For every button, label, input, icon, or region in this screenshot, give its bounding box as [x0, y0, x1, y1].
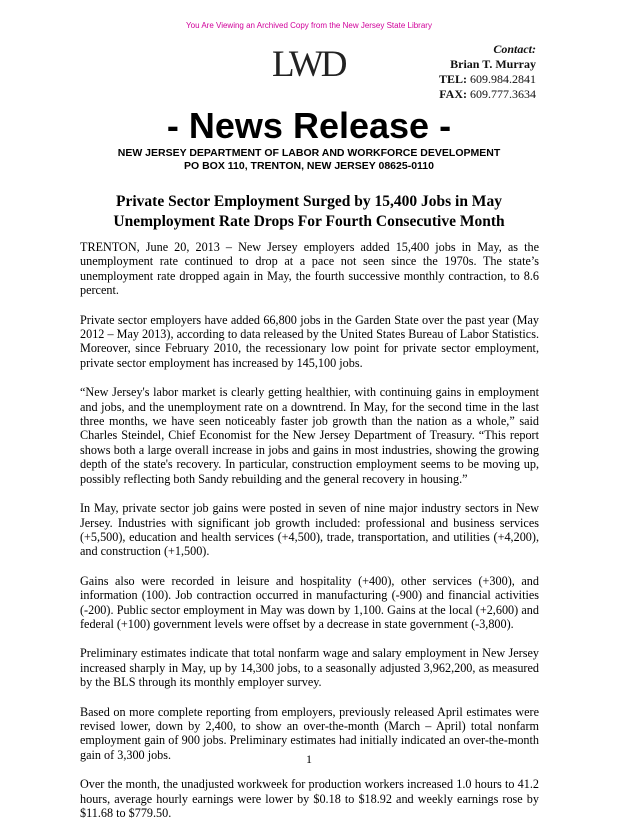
tel-label: TEL: — [438, 72, 467, 86]
paragraph: In May, private sector job gains were posted in seven of nine major industry sectors in New Jersey. Industries with significant job growth included: professional and business services (+5,500), education and health services (+4,500), trade, transportation, and utilities (+4,200), and construction (+1,500). — [80, 501, 539, 559]
paragraph: Based on more complete reporting from employers, previously released April estimates were revised lower, down by 2,400, to show an over-the-month (March – April) total nonfarm employment gain of 900 jobs. Preliminary estimates had initially indicated an over-the-month gain of 3,300 jobs. — [80, 704, 539, 762]
news-release-heading: - News Release - — [166, 105, 452, 146]
release-body — [80, 240, 539, 835]
release-title — [0, 192, 618, 232]
lwd-logo: LWD — [272, 44, 345, 85]
contact-tel — [439, 72, 536, 87]
fax-label: FAX: — [439, 87, 467, 101]
contact-heading: Contact: — [493, 42, 536, 56]
contact-fax — [439, 87, 536, 102]
archive-banner[interactable]: You Are Viewing an Archived Copy from the New Jersey State Library — [186, 21, 432, 30]
contact-block — [439, 42, 536, 102]
department-po-box: PO BOX 110, TRENTON, NEW JERSEY 08625-0110 — [184, 160, 434, 172]
paragraph: Private sector employers have added 66,800 jobs in the Garden State over the past year (May 2012 – May 2013), according to data released by the United States Bureau of Labor Statistics. Moreover, since February 2010, the recessionary low point for private sector employment, private sector employment has increased by 145,100 jobs. — [80, 312, 539, 370]
contact-name: Brian T. Murray — [450, 57, 536, 71]
tel-number: 609.984.2841 — [470, 72, 536, 86]
paragraph: Over the month, the unadjusted workweek for production workers increased 1.0 hours to 41.2 hours, average hourly earnings were lower by $0.18 to $18.92 and weekly earnings rose by $11.68 to $779.50. — [80, 777, 539, 820]
paragraph: Gains also were recorded in leisure and hospitality (+400), other services (+300), and information (100). Job contraction occurred in manufacturing (-900) and financial activities (-200). Public sector employment in May was down by 1,100. Gains at the local (+2,600) and federal (+100) government levels were offset by a decrease in state government (-3,800). — [80, 573, 539, 631]
paragraph: TRENTON, June 20, 2013 – New Jersey employers added 15,400 jobs in May, as the unemployment rate continued to drop at a pace not seen since the 1970s. The state’s unemployment rate dropped again in May, the fourth successive monthly contraction, to 8.6 percent. — [80, 240, 539, 298]
page-number: 1 — [306, 752, 312, 766]
fax-number: 609.777.3634 — [470, 87, 536, 101]
paragraph: “New Jersey's labor market is clearly getting healthier, with continuing gains in employment and jobs, and the unemployment rate on a downtrend. In May, for the second time in the last three months, we have seen noticeably faster job growth than the nation as a whole,” said Charles Steindel, Chief Economist for the New Jersey Department of Treasury. “This report shows both a large overall increase in jobs and gains in most industries, showing the growing depth of the state's recovery. In particular, construction employment seems to be moving up, possibly reflecting both Sandy rebuilding and the general recovery in housing.” — [80, 385, 539, 486]
department-name: NEW JERSEY DEPARTMENT OF LABOR AND WORKFORCE DEVELOPMENT — [117, 147, 501, 159]
release-title-line-2: Unemployment Rate Drops For Fourth Consecutive Month — [113, 213, 505, 230]
release-title-line-1: Private Sector Employment Surged by 15,400 Jobs in May — [116, 193, 502, 210]
paragraph: Preliminary estimates indicate that total nonfarm wage and salary employment in New Jersey increased sharply in May, up by 14,300 jobs, to a seasonally adjusted 3,962,200, as measured by the BLS through its monthly employer survey. — [80, 646, 539, 690]
department-address — [0, 147, 618, 173]
